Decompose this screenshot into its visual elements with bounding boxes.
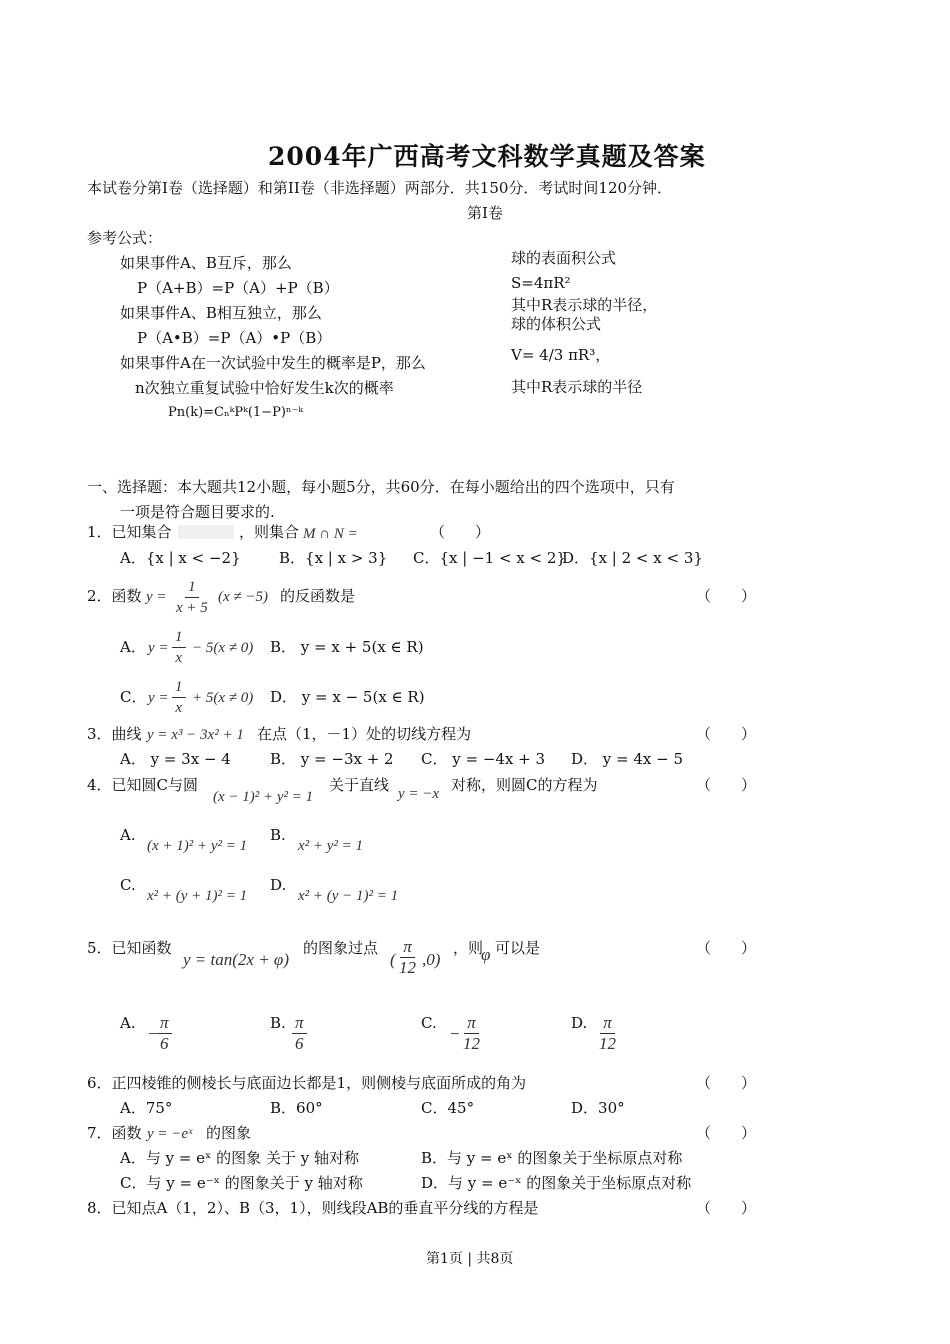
q2-option-a-numerator: 1 bbox=[172, 627, 186, 648]
q6-answer-bracket: （ ） bbox=[696, 1074, 757, 1092]
q5-option-c-label: C. bbox=[421, 1014, 437, 1032]
q6-stem: 6．正四棱锥的侧棱长与底面边长都是1，则侧棱与底面所成的角为 bbox=[87, 1074, 527, 1092]
q4-circle-expr: (x − 1)² + y² = 1 bbox=[213, 789, 314, 805]
q5-stem-b: 的图象过点 bbox=[303, 939, 379, 957]
q2-fraction bbox=[173, 577, 211, 618]
q6-option-b: B．60° bbox=[270, 1099, 323, 1117]
q6-option-c: C．45° bbox=[421, 1099, 475, 1117]
q3-option-b: B． y = −3x + 2 bbox=[270, 750, 394, 768]
section-header-line1: 一、选择题：本大题共12小题，每小题5分，共60分．在每小题给出的四个选项中，只有 bbox=[87, 478, 675, 496]
q2-condition: (x ≠ −5) bbox=[218, 589, 269, 605]
q2-numerator: 1 bbox=[185, 577, 199, 598]
q4-option-a: (x + 1)² + y² = 1 bbox=[147, 838, 248, 854]
q2-option-c-fraction bbox=[172, 677, 186, 718]
q5-option-a-sign: − bbox=[147, 1024, 159, 1043]
q3-option-c: C． y = −4x + 3 bbox=[421, 750, 546, 768]
q1-option-b: B．{x | x > 3} bbox=[279, 549, 388, 567]
q2-option-c-lhs: y = bbox=[148, 690, 169, 706]
q2-fn-lhs: y = bbox=[146, 589, 167, 605]
formula-left-5: 如果事件A在一次试验中发生的概率是P，那么 bbox=[120, 354, 426, 372]
q5-option-d-fraction bbox=[596, 1013, 619, 1054]
q6-option-d: D．30° bbox=[571, 1099, 625, 1117]
q5-option-d-numerator: π bbox=[600, 1013, 615, 1034]
formulas-heading: 参考公式： bbox=[87, 229, 163, 247]
q1-stem-a: 1．已知集合 bbox=[87, 523, 172, 541]
q1-set-definition-image bbox=[178, 525, 234, 539]
q4-option-d-label: D. bbox=[270, 876, 287, 894]
binomial-formula: Pn(k)=CₙᵏPᵏ(1−P)ⁿ⁻ᵏ bbox=[168, 405, 304, 420]
q5-answer-bracket: （ ） bbox=[696, 939, 757, 957]
q2-answer-bracket: （ ） bbox=[696, 587, 757, 605]
q4-option-d: x² + (y − 1)² = 1 bbox=[298, 888, 399, 904]
q5-option-a-numerator: π bbox=[157, 1013, 172, 1034]
q3-option-d: D． y = 4x − 5 bbox=[571, 750, 684, 768]
q3-answer-bracket: （ ） bbox=[696, 725, 757, 743]
formula-right-4: 球的体积公式 bbox=[511, 315, 602, 333]
q2-option-c-label: C． bbox=[120, 688, 147, 706]
q5-option-b-numerator: π bbox=[292, 1013, 307, 1034]
formula-left-1: 如果事件A、B互斥，那么 bbox=[120, 254, 292, 272]
q5-point-open: ( bbox=[390, 950, 396, 969]
q1-expression: M ∩ N = bbox=[303, 526, 358, 542]
q5-stem-c: ，则 bbox=[453, 939, 484, 957]
page-title: 2004年广西高考文科数学真题及答案 bbox=[268, 142, 706, 171]
q2-option-a-expr: − 5(x ≠ 0) bbox=[192, 640, 254, 656]
q4-stem-c: 对称，则圆C的方程为 bbox=[451, 776, 598, 794]
q8-answer-bracket: （ ） bbox=[696, 1199, 757, 1217]
q7-expression: y = −eˣ bbox=[147, 1126, 193, 1142]
q4-stem-b: 关于直线 bbox=[329, 776, 390, 794]
q5-option-b-denominator: 6 bbox=[295, 1034, 304, 1053]
q4-option-c: x² + (y + 1)² = 1 bbox=[147, 888, 248, 904]
q7-stem-a: 7．函数 bbox=[87, 1124, 142, 1142]
q2-option-c-denominator: x bbox=[175, 700, 183, 716]
q2-stem-b: 的反函数是 bbox=[280, 587, 356, 605]
q7-stem-b: 的图象 bbox=[206, 1124, 252, 1142]
q7-option-d: D．与 y = e⁻ˣ 的图象关于坐标原点对称 bbox=[421, 1174, 692, 1192]
sphere-volume-formula: V= 4/3 πR³， bbox=[511, 346, 611, 364]
formula-left-3: 如果事件A、B相互独立，那么 bbox=[120, 304, 322, 322]
q5-point-denominator: 12 bbox=[399, 958, 416, 977]
q4-option-b: x² + y² = 1 bbox=[298, 838, 364, 854]
q5-option-c-fraction bbox=[460, 1013, 483, 1054]
q1-stem-b: ，则集合 bbox=[239, 523, 300, 541]
q1-option-a: A．{x | x < −2} bbox=[120, 549, 241, 567]
q2-option-c-numerator: 1 bbox=[172, 677, 186, 698]
q2-stem-a: 2．函数 bbox=[87, 587, 142, 605]
q4-stem-a: 4．已知圆C与圆 bbox=[87, 776, 199, 794]
q7-option-a: A．与 y = eˣ 的图象 关于 y 轴对称 bbox=[120, 1149, 359, 1167]
formula-left-4: P（A•B）=P（A）•P（B） bbox=[137, 329, 332, 347]
q4-option-c-label: C. bbox=[120, 876, 136, 894]
formula-right-3: 其中R表示球的半径， bbox=[511, 296, 658, 314]
q1-option-d: D．{x | 2 < x < 3} bbox=[562, 549, 703, 567]
q2-option-c-expr: + 5(x ≠ 0) bbox=[192, 690, 254, 706]
q4-option-a-label: A. bbox=[120, 826, 136, 844]
section-header-line2: 一项是符合题目要求的. bbox=[120, 503, 275, 521]
q4-answer-bracket: （ ） bbox=[696, 776, 757, 794]
q5-phi: φ bbox=[481, 945, 491, 964]
q2-option-b: B． y = x + 5(x ∈ R) bbox=[270, 638, 424, 656]
q5-option-c-denominator: 12 bbox=[463, 1034, 480, 1053]
q5-stem-d: 可以是 bbox=[495, 939, 541, 957]
q1-answer-bracket: （ ） bbox=[430, 523, 491, 541]
q2-option-a-denominator: x bbox=[175, 650, 183, 666]
formula-right-1: 球的表面积公式 bbox=[511, 249, 617, 267]
q3-stem-b: 在点（1，－1）处的切线方程为 bbox=[257, 725, 472, 743]
page-footer: 第1页 | 共8页 bbox=[426, 1251, 514, 1267]
q2-option-a-label: A． bbox=[120, 638, 146, 656]
q5-point-tail: ,0) bbox=[422, 950, 441, 969]
q6-option-a: A．75° bbox=[120, 1099, 173, 1117]
q5-expression: y = tan(2x + φ) bbox=[183, 950, 289, 969]
q7-option-c: C．与 y = e⁻ˣ 的图象关于 y 轴对称 bbox=[120, 1174, 363, 1192]
q5-point-fraction bbox=[396, 937, 419, 978]
q5-option-b-label: B. bbox=[270, 1014, 286, 1032]
q5-stem-a: 5．已知函数 bbox=[87, 939, 172, 957]
q7-option-b: B．与 y = eˣ 的图象关于坐标原点对称 bbox=[421, 1149, 683, 1167]
formula-left-2: P（A+B）=P（A）+P（B） bbox=[137, 279, 339, 297]
q5-option-a-label: A. bbox=[120, 1014, 136, 1032]
q5-option-a-fraction bbox=[157, 1013, 172, 1054]
q5-point-numerator: π bbox=[400, 937, 415, 958]
q3-expression: y = x³ − 3x² + 1 bbox=[147, 727, 244, 743]
q5-option-c-sign: − bbox=[449, 1024, 461, 1043]
formula-left-6: n次独立重复试验中恰好发生k次的概率 bbox=[135, 379, 394, 397]
q5-option-a-denominator: 6 bbox=[160, 1034, 169, 1053]
q8-stem: 8．已知点A（1，2）、B（3，1），则线段AB的垂直平分线的方程是 bbox=[87, 1199, 539, 1217]
q7-answer-bracket: （ ） bbox=[696, 1124, 757, 1142]
q5-option-b-fraction bbox=[292, 1013, 307, 1054]
q5-option-d-denominator: 12 bbox=[599, 1034, 616, 1053]
volume-label: 第Ⅰ卷 bbox=[467, 204, 503, 222]
formula-right-6: 其中R表示球的半径 bbox=[511, 378, 643, 396]
q5-option-c-numerator: π bbox=[464, 1013, 479, 1034]
q1-option-c: C．{x | −1 < x < 2} bbox=[413, 549, 566, 567]
q4-line-expr: y = −x bbox=[398, 786, 440, 802]
q3-option-a: A． y = 3x − 4 bbox=[120, 750, 231, 768]
q2-option-a-fraction bbox=[172, 627, 186, 668]
q2-denominator: x + 5 bbox=[176, 600, 208, 616]
sphere-area-formula: S=4πR² bbox=[511, 274, 571, 292]
q3-stem-a: 3．曲线 bbox=[87, 725, 142, 743]
intro-text: 本试卷分第Ⅰ卷（选择题）和第II卷（非选择题）两部分．共150分．考试时间120分钟． bbox=[87, 179, 673, 197]
q2-option-a-lhs: y = bbox=[148, 640, 169, 656]
q2-option-d: D． y = x − 5(x ∈ R) bbox=[270, 688, 425, 706]
q4-option-b-label: B. bbox=[270, 826, 286, 844]
q5-option-d-label: D. bbox=[571, 1014, 588, 1032]
